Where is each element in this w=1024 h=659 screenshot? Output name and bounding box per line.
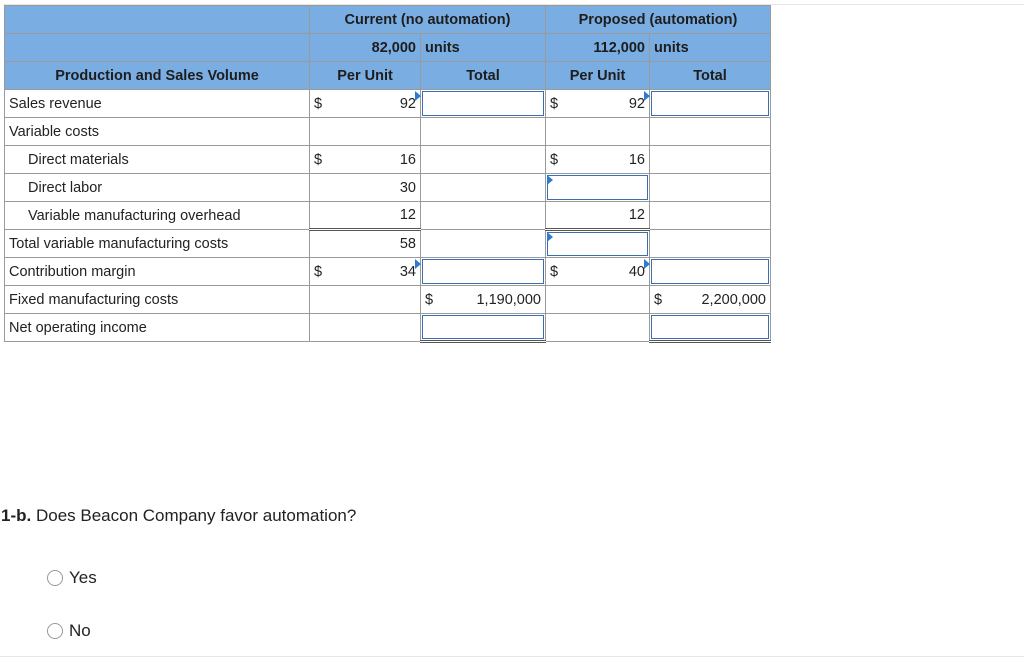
income-statement-table — [4, 5, 771, 343]
proposed-cm-per-unit: $ 40 — [546, 258, 650, 286]
net-income-label: Net operating income — [5, 314, 310, 342]
row-direct-labor — [5, 174, 771, 202]
question-number: 1-b. — [1, 506, 32, 525]
sales-revenue-label: Sales revenue — [5, 90, 310, 118]
proposed-dm-per-unit: $ 16 — [546, 146, 650, 174]
option-no[interactable] — [47, 621, 91, 641]
currency-symbol: $ — [550, 95, 559, 112]
current-per-unit-header: Per Unit — [310, 62, 421, 90]
proposed-units-value: 112,000 — [546, 34, 650, 62]
proposed-cm-total-input[interactable] — [650, 258, 771, 286]
header-blank — [5, 6, 310, 34]
current-units-value: 82,000 — [310, 34, 421, 62]
row-sales-revenue — [5, 90, 771, 118]
direct-materials-label: Direct materials — [5, 146, 310, 174]
fixed-costs-label: Fixed manufacturing costs — [5, 286, 310, 314]
current-fixed-total: $ 1,190,000 — [421, 286, 546, 314]
proposed-units-label: units — [650, 34, 771, 62]
question-text — [1, 506, 356, 526]
variable-overhead-label: Variable manufacturing overhead — [5, 202, 310, 230]
variable-costs-label: Variable costs — [5, 118, 310, 146]
radio-no[interactable] — [47, 623, 63, 639]
contribution-margin-label: Contribution margin — [5, 258, 310, 286]
total-variable-label: Total variable manufacturing costs — [5, 230, 310, 258]
row-variable-costs — [5, 118, 771, 146]
row-fixed-costs — [5, 286, 771, 314]
question-body: Does Beacon Company favor automation? — [31, 506, 357, 525]
current-vmoh-per-unit: 12 — [310, 202, 421, 230]
proposed-total-header: Total — [650, 62, 771, 90]
row-variable-overhead — [5, 202, 771, 230]
current-title: Current (no automation) — [310, 6, 546, 34]
option-yes-label: Yes — [69, 568, 97, 587]
header-row-units — [5, 34, 771, 62]
currency-symbol: $ — [654, 291, 663, 308]
row-contribution-margin — [5, 258, 771, 286]
proposed-fixed-total: $ 2,200,000 — [650, 286, 771, 314]
current-net-income-input[interactable] — [421, 314, 546, 342]
current-sales-total-input[interactable] — [421, 90, 546, 118]
current-cm-per-unit: $ 34 — [310, 258, 421, 286]
proposed-tvc-per-unit-input[interactable] — [546, 230, 650, 258]
current-tvc-per-unit: 58 — [310, 230, 421, 258]
proposed-sales-per-unit: $ 92 — [546, 90, 650, 118]
proposed-net-income-input[interactable] — [650, 314, 771, 342]
currency-symbol: $ — [314, 151, 323, 168]
current-cm-total-input[interactable] — [421, 258, 546, 286]
proposed-sales-total-input[interactable] — [650, 90, 771, 118]
proposed-dl-per-unit-input[interactable] — [546, 174, 650, 202]
header-blank — [5, 34, 310, 62]
current-total-header: Total — [421, 62, 546, 90]
currency-symbol: $ — [550, 151, 559, 168]
direct-labor-label: Direct labor — [5, 174, 310, 202]
currency-symbol: $ — [425, 291, 434, 308]
header-row-scenarios — [5, 6, 771, 34]
proposed-title: Proposed (automation) — [546, 6, 771, 34]
currency-symbol: $ — [314, 95, 323, 112]
row-total-variable — [5, 230, 771, 258]
option-no-label: No — [69, 621, 91, 640]
radio-yes[interactable] — [47, 570, 63, 586]
proposed-vmoh-per-unit: 12 — [546, 202, 650, 230]
proposed-per-unit-header: Per Unit — [546, 62, 650, 90]
currency-symbol: $ — [550, 263, 559, 280]
header-row-columns — [5, 62, 771, 90]
current-dl-per-unit: 30 — [310, 174, 421, 202]
row-net-income — [5, 314, 771, 342]
row-direct-materials — [5, 146, 771, 174]
row-label-header: Production and Sales Volume — [5, 62, 310, 90]
current-units-label: units — [421, 34, 546, 62]
current-dm-per-unit: $ 16 — [310, 146, 421, 174]
bottom-divider — [0, 656, 1024, 657]
option-yes[interactable] — [47, 568, 97, 588]
currency-symbol: $ — [314, 263, 323, 280]
current-sales-per-unit: $ 92 — [310, 90, 421, 118]
